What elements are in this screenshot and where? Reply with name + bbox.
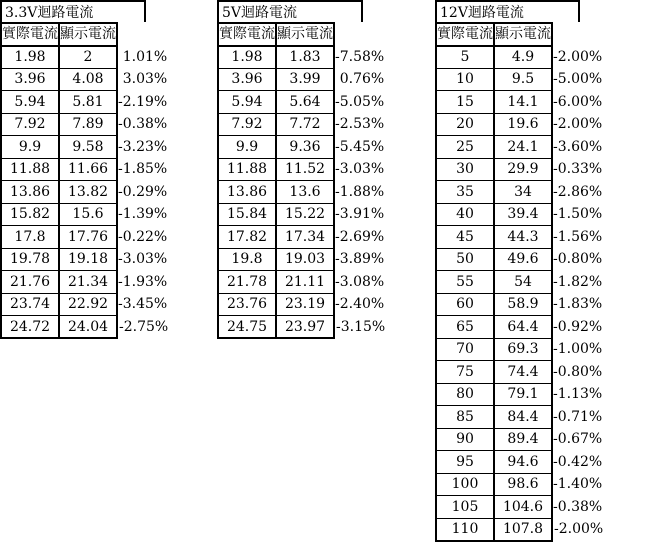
- actual-current-cell: 17.82: [218, 226, 276, 249]
- error-percent-cell: -5.00%: [553, 71, 603, 88]
- error-percent-cell: -1.50%: [553, 206, 603, 223]
- header-display-current: 顯示電流: [494, 23, 552, 46]
- table-row: [436, 383, 607, 406]
- error-percent-cell: -0.38%: [553, 498, 603, 515]
- table-row: [436, 226, 607, 249]
- table-12v-title: 12V迴路電流: [435, 0, 580, 22]
- actual-current-cell: 21.76: [1, 271, 59, 294]
- error-percent-cell: -2.75%: [119, 318, 169, 335]
- display-current-cell: 15.22: [276, 203, 334, 226]
- table-row: [1, 293, 172, 316]
- display-current-cell: 11.66: [59, 158, 117, 181]
- error-percent-cell: -0.22%: [118, 228, 168, 245]
- display-current-cell: 24.1: [494, 136, 552, 159]
- error-percent-cell: -1.83%: [553, 296, 603, 313]
- actual-current-cell: 7.92: [218, 113, 276, 136]
- actual-current-cell: 65: [436, 316, 494, 339]
- error-percent-cell: -2.00%: [554, 521, 604, 538]
- display-current-cell: 49.6: [494, 248, 552, 271]
- display-current-cell: 2: [59, 46, 117, 69]
- actual-current-cell: 95: [436, 451, 494, 474]
- display-current-cell: 39.4: [494, 203, 552, 226]
- table-row: [1, 203, 172, 226]
- actual-current-cell: 7.92: [1, 113, 59, 136]
- display-current-cell: 89.4: [494, 428, 552, 451]
- table-row: [218, 203, 389, 226]
- display-current-cell: 23.97: [276, 316, 334, 339]
- actual-current-cell: 90: [436, 428, 494, 451]
- error-percent-cell: -3.45%: [118, 296, 168, 313]
- display-current-cell: 9.58: [59, 136, 117, 159]
- display-current-cell: 84.4: [494, 406, 552, 429]
- display-current-cell: 79.1: [494, 383, 552, 406]
- actual-current-cell: 24.75: [218, 316, 276, 339]
- table-row: [436, 473, 607, 496]
- error-percent-cell: -1.82%: [553, 273, 603, 290]
- display-current-cell: 1.83: [276, 46, 334, 69]
- table-row: [218, 271, 389, 294]
- table-row: [218, 158, 389, 181]
- display-current-cell: 14.1: [494, 91, 552, 114]
- table-row: [1, 316, 172, 339]
- table-row: [436, 406, 607, 429]
- error-percent-cell: -0.38%: [118, 116, 168, 133]
- table-row: [218, 226, 389, 249]
- display-current-cell: 23.19: [276, 293, 334, 316]
- error-percent-cell: -1.56%: [553, 228, 603, 245]
- display-current-cell: 54: [494, 271, 552, 294]
- error-percent-cell: 0.76%: [339, 71, 385, 88]
- error-percent-cell: -0.92%: [553, 318, 603, 335]
- actual-current-cell: 5.94: [218, 91, 276, 114]
- display-current-cell: 104.6: [494, 496, 552, 519]
- actual-current-cell: 1.98: [1, 46, 59, 69]
- display-current-cell: 34: [494, 181, 552, 204]
- table-row: [436, 136, 607, 159]
- actual-current-cell: 75: [436, 361, 494, 384]
- display-current-cell: 7.89: [59, 113, 117, 136]
- error-percent-cell: -0.67%: [553, 431, 603, 448]
- error-percent-cell: -2.00%: [553, 48, 603, 65]
- display-current-cell: 64.4: [494, 316, 552, 339]
- error-percent-cell: -2.40%: [335, 296, 385, 313]
- error-percent-cell: -1.13%: [553, 386, 603, 403]
- table-3v3-title: 3.3V迴路電流: [0, 0, 146, 22]
- display-current-cell: 3.99: [276, 68, 334, 91]
- actual-current-cell: 50: [436, 248, 494, 271]
- actual-current-cell: 60: [436, 293, 494, 316]
- actual-current-cell: 5: [436, 46, 494, 69]
- table-row: [218, 136, 389, 159]
- error-percent-cell: 1.01%: [122, 48, 168, 65]
- table-row: [436, 338, 607, 361]
- display-current-cell: 24.04: [59, 316, 117, 339]
- display-current-cell: 17.76: [59, 226, 117, 249]
- table-row: [1, 91, 172, 114]
- table-row: [218, 46, 389, 69]
- actual-current-cell: 80: [436, 383, 494, 406]
- table-row: [436, 293, 607, 316]
- actual-current-cell: 21.78: [218, 271, 276, 294]
- error-percent-cell: -7.58%: [335, 48, 385, 65]
- actual-current-cell: 9.9: [1, 136, 59, 159]
- display-current-cell: 58.9: [494, 293, 552, 316]
- display-current-cell: 69.3: [494, 338, 552, 361]
- table-row: [1, 248, 172, 271]
- display-current-cell: 4.9: [494, 46, 552, 69]
- actual-current-cell: 3.96: [218, 68, 276, 91]
- table-row: [1, 158, 172, 181]
- display-current-cell: 107.8: [494, 518, 552, 541]
- table-row: [436, 158, 607, 181]
- table-row: [1, 46, 172, 69]
- table-row: [1, 113, 172, 136]
- actual-current-cell: 3.96: [1, 68, 59, 91]
- actual-current-cell: 13.86: [1, 181, 59, 204]
- display-current-cell: 11.52: [276, 158, 334, 181]
- actual-current-cell: 24.72: [1, 316, 59, 339]
- display-current-cell: 98.6: [494, 473, 552, 496]
- table-row: [218, 181, 389, 204]
- actual-current-cell: 15.84: [218, 203, 276, 226]
- table-row: [436, 68, 607, 91]
- error-percent-cell: -1.85%: [118, 161, 168, 178]
- actual-current-cell: 45: [436, 226, 494, 249]
- table-row: [436, 46, 607, 69]
- actual-current-cell: 11.88: [218, 158, 276, 181]
- error-percent-cell: -5.05%: [335, 93, 385, 110]
- table-row: [436, 451, 607, 474]
- actual-current-cell: 100: [436, 473, 494, 496]
- error-percent-cell: -1.39%: [118, 206, 168, 223]
- table-header-row: [1, 23, 172, 46]
- display-current-cell: 94.6: [494, 451, 552, 474]
- error-percent-cell: -6.00%: [553, 93, 603, 110]
- actual-current-cell: 25: [436, 136, 494, 159]
- display-current-cell: 13.6: [276, 181, 334, 204]
- error-percent-cell: -0.80%: [553, 363, 603, 380]
- table-row: [218, 113, 389, 136]
- table-12v: [435, 22, 608, 542]
- display-current-cell: 9.5: [494, 68, 552, 91]
- error-percent-cell: -1.00%: [553, 341, 603, 358]
- error-percent-cell: -2.86%: [553, 183, 603, 200]
- error-percent-cell: -3.60%: [553, 138, 603, 155]
- error-percent-cell: -1.88%: [335, 183, 385, 200]
- table-header-row: [436, 23, 607, 46]
- table-row: [218, 316, 389, 339]
- actual-current-cell: 9.9: [218, 136, 276, 159]
- actual-current-cell: 105: [436, 496, 494, 519]
- table-3v3: [0, 22, 173, 339]
- display-current-cell: 9.36: [276, 136, 334, 159]
- actual-current-cell: 70: [436, 338, 494, 361]
- error-percent-cell: -0.29%: [118, 183, 168, 200]
- display-current-cell: 21.11: [276, 271, 334, 294]
- actual-current-cell: 19.78: [1, 248, 59, 271]
- table-row: [436, 203, 607, 226]
- error-percent-cell: -2.69%: [335, 228, 385, 245]
- actual-current-cell: 40: [436, 203, 494, 226]
- actual-current-cell: 13.86: [218, 181, 276, 204]
- table-header-row: [218, 23, 389, 46]
- table-row: [436, 361, 607, 384]
- display-current-cell: 4.08: [59, 68, 117, 91]
- display-current-cell: 19.6: [494, 113, 552, 136]
- error-percent-cell: -3.03%: [335, 161, 385, 178]
- display-current-cell: 7.72: [276, 113, 334, 136]
- table-row: [436, 248, 607, 271]
- actual-current-cell: 5.94: [1, 91, 59, 114]
- header-actual-current: 實際電流: [218, 23, 276, 46]
- display-current-cell: 74.4: [494, 361, 552, 384]
- display-current-cell: 5.64: [276, 91, 334, 114]
- table-row: [436, 496, 607, 519]
- error-percent-cell: -3.08%: [335, 273, 385, 290]
- error-percent-cell: -1.93%: [118, 273, 168, 290]
- error-percent-cell: -0.80%: [553, 251, 603, 268]
- table-row: [436, 113, 607, 136]
- actual-current-cell: 20: [436, 113, 494, 136]
- error-percent-cell: -0.33%: [553, 161, 603, 178]
- error-percent-cell: -2.19%: [118, 93, 168, 110]
- error-percent-cell: -5.45%: [335, 138, 385, 155]
- header-actual-current: 實際電流: [1, 23, 59, 46]
- actual-current-cell: 19.8: [218, 248, 276, 271]
- error-percent-cell: -2.00%: [553, 116, 603, 133]
- actual-current-cell: 23.76: [218, 293, 276, 316]
- actual-current-cell: 17.8: [1, 226, 59, 249]
- table-5v: [217, 22, 390, 339]
- header-actual-current: 實際電流: [436, 23, 494, 46]
- actual-current-cell: 15: [436, 91, 494, 114]
- error-percent-cell: -3.03%: [118, 251, 168, 268]
- table-row: [436, 428, 607, 451]
- table-row: [1, 68, 172, 91]
- error-percent-cell: -0.71%: [553, 408, 603, 425]
- display-current-cell: 44.3: [494, 226, 552, 249]
- header-display-current: 顯示電流: [276, 23, 334, 46]
- table-row: [218, 68, 389, 91]
- table-row: [436, 518, 607, 541]
- table-row: [1, 226, 172, 249]
- display-current-cell: 15.6: [59, 203, 117, 226]
- display-current-cell: 19.18: [59, 248, 117, 271]
- error-percent-cell: -1.40%: [553, 476, 603, 493]
- actual-current-cell: 85: [436, 406, 494, 429]
- error-percent-cell: -2.53%: [335, 116, 385, 133]
- table-row: [1, 136, 172, 159]
- actual-current-cell: 55: [436, 271, 494, 294]
- actual-current-cell: 30: [436, 158, 494, 181]
- error-percent-cell: -3.91%: [335, 206, 385, 223]
- error-percent-cell: 3.03%: [122, 71, 168, 88]
- table-row: [218, 91, 389, 114]
- actual-current-cell: 1.98: [218, 46, 276, 69]
- table-5v-title: 5V迴路電流: [217, 0, 363, 22]
- display-current-cell: 22.92: [59, 293, 117, 316]
- actual-current-cell: 10: [436, 68, 494, 91]
- display-current-cell: 13.82: [59, 181, 117, 204]
- table-row: [436, 271, 607, 294]
- table-row: [1, 271, 172, 294]
- error-percent-cell: -3.89%: [335, 251, 385, 268]
- error-percent-cell: -3.23%: [118, 138, 168, 155]
- error-percent-cell: -3.15%: [336, 318, 386, 335]
- actual-current-cell: 23.74: [1, 293, 59, 316]
- actual-current-cell: 15.82: [1, 203, 59, 226]
- table-row: [436, 91, 607, 114]
- header-display-current: 顯示電流: [59, 23, 117, 46]
- table-row: [436, 181, 607, 204]
- error-percent-cell: -0.42%: [553, 453, 603, 470]
- actual-current-cell: 35: [436, 181, 494, 204]
- display-current-cell: 21.34: [59, 271, 117, 294]
- table-row: [1, 181, 172, 204]
- actual-current-cell: 110: [436, 518, 494, 541]
- table-row: [218, 293, 389, 316]
- display-current-cell: 5.81: [59, 91, 117, 114]
- table-row: [218, 248, 389, 271]
- display-current-cell: 19.03: [276, 248, 334, 271]
- actual-current-cell: 11.88: [1, 158, 59, 181]
- display-current-cell: 29.9: [494, 158, 552, 181]
- table-row: [436, 316, 607, 339]
- display-current-cell: 17.34: [276, 226, 334, 249]
